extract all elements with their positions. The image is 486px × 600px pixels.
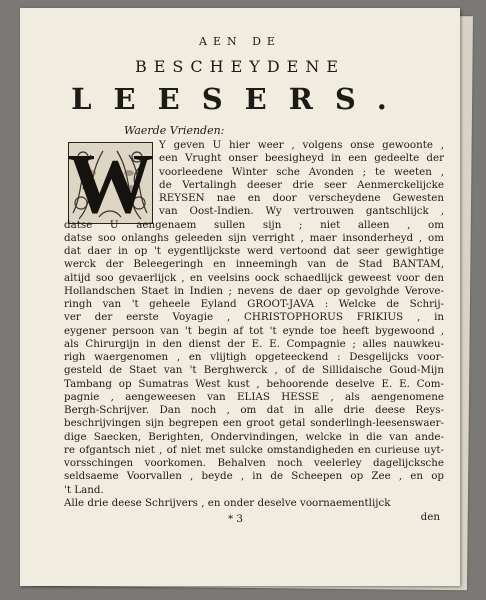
text-line: seldsaeme Voorvallen , beyde , in de Scheepen op Zee , en op [64, 470, 444, 483]
text-line: Y geven U hier weer , volgens onse gewoonte , [159, 139, 444, 151]
text-line: Alle drie deese Schrijvers , en onder deselve voornaementlijck [64, 496, 391, 509]
text-line: dige Saecken, Berighten, Ondervindingen, welcke in die van ande- [64, 430, 444, 443]
text-line: een Vrught onser beesigheyd in een gedeelte der [159, 152, 444, 165]
text-line: Bergh-Schrijver. Dan noch , om dat in alle drie deese Reys- [64, 404, 444, 416]
text-line: vorsschingen voorkomen. Behalven noch veelerley dagelijcksche [64, 457, 444, 469]
text-line: pagnie , aengeweesen van ELIAS HESSE , als aengenomene [64, 390, 444, 403]
text-line: ringh van 't geheele Eyland GROOT-JAVA : Welcke de Schrij- [64, 298, 444, 310]
document-page [20, 8, 460, 586]
text-line: dat daer in op 't eygentlijckste werd vertoond dat seer gewightige [64, 245, 444, 257]
text-line: eygener persoon van 't begin af tot 't eynde toe heeft bygewoond , [64, 324, 444, 337]
heading-title: LEESERS. [71, 82, 409, 116]
text-line: de Vertalingh deeser drie seer Aenmerckelijcke [159, 178, 444, 191]
text-line: datse U aengenaem sullen sijn ; niet alleen , om [64, 218, 444, 231]
text-line: righ waergenomen , en vlijtigh opgeteeckend : Desgelijcks voor- [64, 351, 444, 363]
text-line: datse soo onlanghs geleeden sijn verright , maer insonderheyd , om [64, 231, 444, 244]
salutation: Waerde Vrienden: [124, 124, 225, 137]
heading-line-1: AEN DE [199, 35, 281, 48]
text-line: ver der eerste Voyagie , CHRISTOPHORUS FRIKIUS , in [64, 311, 444, 324]
text-line: re ofgantsch niet , of niet met sulcke omstandigheden en curieuse uyt- [64, 443, 444, 456]
text-line: altijd soo gevaerlijck , en veelsins oock schaedlijck geweest voor den [64, 271, 444, 284]
text-line: gesteld de Staet van 't Berghwerck , of de Sillidaische Goud-Mijn [64, 364, 444, 377]
text-line: voorleedene Winter sche Avonden ; te weeten , [159, 165, 444, 178]
text-line: van Oost-Indien. Wy vertrouwen gantschlijck , [159, 205, 444, 218]
heading-line-2: BESCHEYDENE [134, 57, 346, 76]
text-line: Hollandschen Staet in Indien ; nevens de daer op gevolghde Verove- [64, 284, 444, 297]
text-line: REYSEN nae en door verscheydene Gewesten [159, 192, 444, 204]
initial-letter: W [67, 135, 154, 231]
decorated-initial [67, 135, 154, 231]
text-line: beschrijvingen sijn begrepen een groot getal sonderlingh-leesenswaer- [64, 417, 444, 430]
text-line: 't Land. [64, 483, 104, 496]
text-line: als Chirurgijn in den dienst der E. E. Compagnie ; alles nauwkeu- [64, 337, 444, 350]
text-line: Tambang op Sumatras West kust , behoorende deselve E. E. Com- [64, 377, 444, 390]
signature-mark: * 3 [228, 513, 243, 525]
catchword: den [420, 511, 440, 523]
text-line: werck der Beleegeringh en inneemingh van de Stad BANTAM, [64, 258, 444, 271]
